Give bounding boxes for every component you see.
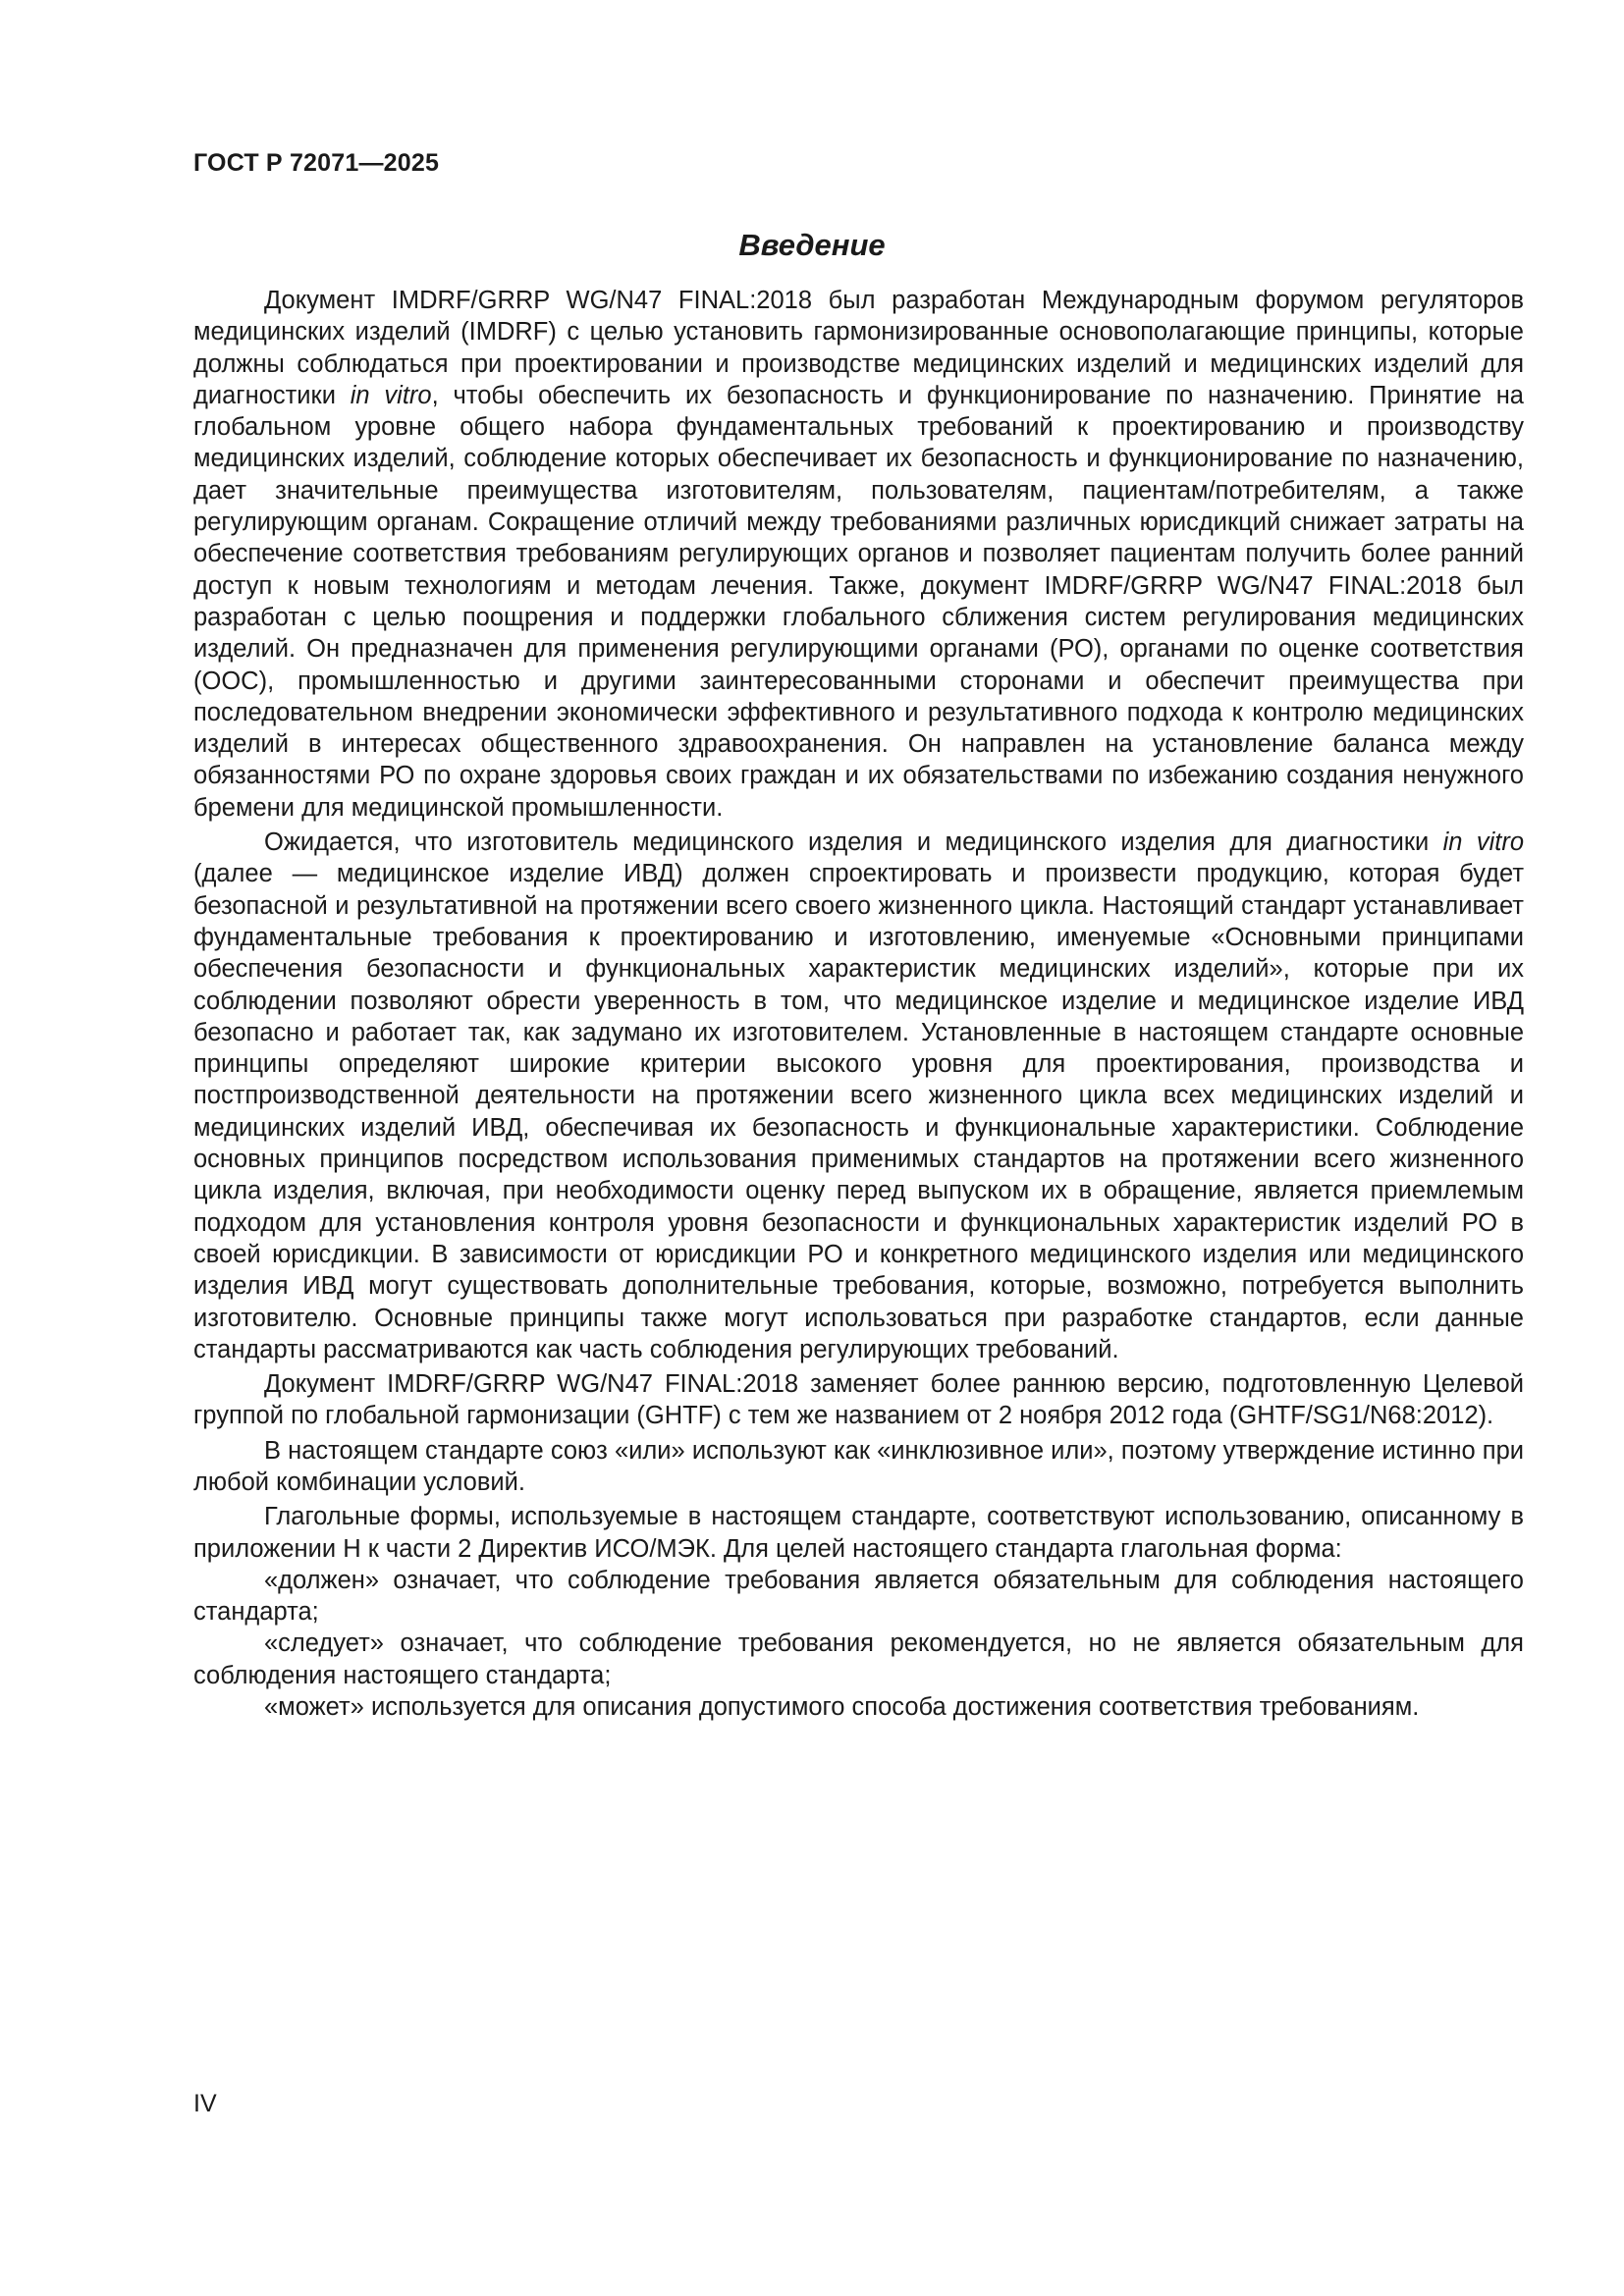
paragraph-intro-imdrf — [193, 285, 1524, 824]
body-text — [193, 285, 1524, 1723]
paragraph-text: В настоящем стандарте союз «или» используют как «инклюзивное или», поэтому утверждение истинно при любой комбинации условий. — [193, 1436, 1524, 1496]
paragraph-text: Документ IMDRF/GRRP WG/N47 FINAL:2018 был разработан Международным форумом регуляторов медицинских изделий (IMDRF) с целью установить гармонизированные основополагающие принципы, которые должны соблюдаться при проектировании и производстве медицинских изделий и медицинских изделий для диагностики — [193, 287, 1524, 409]
page-number: IV — [193, 2090, 217, 2117]
paragraph-text: Ожидается, что изготовитель медицинского изделия и медицинского изделия для диагностики — [264, 828, 1443, 857]
paragraph-verbal-form-shall — [193, 1565, 1524, 1629]
paragraph-text: , чтобы обеспечить их безопасность и функционирование по назначению. Принятие на глобальном уровне общего набора фундаментальных требований к проектированию и производству медицинских изделий, соблюдение которых обеспечивает их безопасность и функционирование по назначению, дает значительные преимущества изготовителям, пользователям, пациентам/потребителям, а также регулирующим органам. Сокращение отличий между требованиями различных юрисдикций снижает затраты на обеспечение соответствия требованиям регулирующих органов и позволяет пациентам получить более ранний доступ к новым технологиям и методам лечения. Также, документ IMDRF/GRRP WG/N47 FINAL:2018 был разработан с целью поощрения и поддержки глобального сближения систем регулирования медицинских изделий. Он предназначен для применения регулирующими органами (РО), органами по оценке соответствия (ООС), промышленностью и другими заинтересованными сторонами и обеспечит преимущества при последовательном внедрении экономически эффективного и результативного подхода к контролю медицинских изделий в интересах общественного здравоохранения. Он направлен на установление баланса между обязанностями РО по охране здоровья своих граждан и их обязательствами по избежанию создания ненужного бремени для медицинской промышленности. — [193, 381, 1524, 822]
paragraph-manufacturer-expectations — [193, 827, 1524, 1365]
paragraph-text: Документ IMDRF/GRRP WG/N47 FINAL:2018 заменяет более раннюю версию, подготовленную Целевой группой по глобальной гармонизации (GHTF) с тем же названием от 2 ноября 2012 года (GHTF/SG1/N68:2012). — [193, 1370, 1524, 1430]
paragraph-verbal-form-may — [193, 1691, 1524, 1723]
paragraph-text: «может» используется для описания допустимого способа достижения соответствия требованиям. — [264, 1693, 1420, 1722]
paragraph-verbal-form-should — [193, 1628, 1524, 1691]
standard-code-header: ГОСТ Р 72071—2025 — [193, 149, 440, 177]
section-title: Введение — [738, 228, 886, 262]
paragraph-text: «следует» означает, что соблюдение требования рекомендуется, но не является обязательным для соблюдения настоящего стандарта; — [193, 1629, 1524, 1689]
paragraph-text: (далее — медицинское изделие ИВД) должен спроектировать и произвести продукцию, которая будет безопасной и результативной на протяжении всего своего жизненного цикла. Настоящий стандарт устанавливает фундаментальные требования к проектированию и изготовлению, именуемые «Основными принципами обеспечения безопасности и функциональных характеристик медицинских изделий», которые при их соблюдении позволяют обрести уверенность в том, что медицинское изделие и медицинское изделие ИВД безопасно и работает так, как задумано их изготовителем. Установленные в настоящем стандарте основные принципы определяют широкие критерии высокого уровня для проектирования, производства и постпроизводственной деятельности на протяжении всего жизненного цикла всех медицинских изделий и медицинских изделий ИВД, обеспечивая их безопасность и функциональные характеристики. Соблюдение основных принципов посредством использования применимых стандартов на протяжении всего жизненного цикла изделия, включая, при необходимости оценку перед выпуском их в обращение, является приемлемым подходом для установления контроля уровня безопасности и функциональных характеристик изделий РО в своей юрисдикции. В зависимости от юрисдикции РО и конкретного медицинского изделия или медицинского изделия ИВД могут существовать дополнительные требования, которые, возможно, потребуется выполнить изготовителю. Основные принципы также могут использоваться при разработке стандартов, если данные стандарты рассматриваются как часть соблюдения регулирующих требований. — [193, 860, 1524, 1363]
paragraph-italic-text: in vitro — [350, 381, 432, 409]
paragraph-text: «должен» означает, что соблюдение требования является обязательным для соблюдения настоящего стандарта; — [193, 1566, 1524, 1627]
paragraph-inclusive-or — [193, 1435, 1524, 1499]
paragraph-italic-text: in vitro — [1442, 828, 1525, 857]
paragraph-verbal-forms — [193, 1501, 1524, 1565]
paragraph-replacement-note — [193, 1368, 1524, 1432]
paragraph-text: Глагольные формы, используемые в настоящем стандарте, соответствуют использованию, описанному в приложении Н к части 2 Директив ИСО/МЭК. Для целей настоящего стандарта глагольная форма: — [193, 1503, 1524, 1563]
